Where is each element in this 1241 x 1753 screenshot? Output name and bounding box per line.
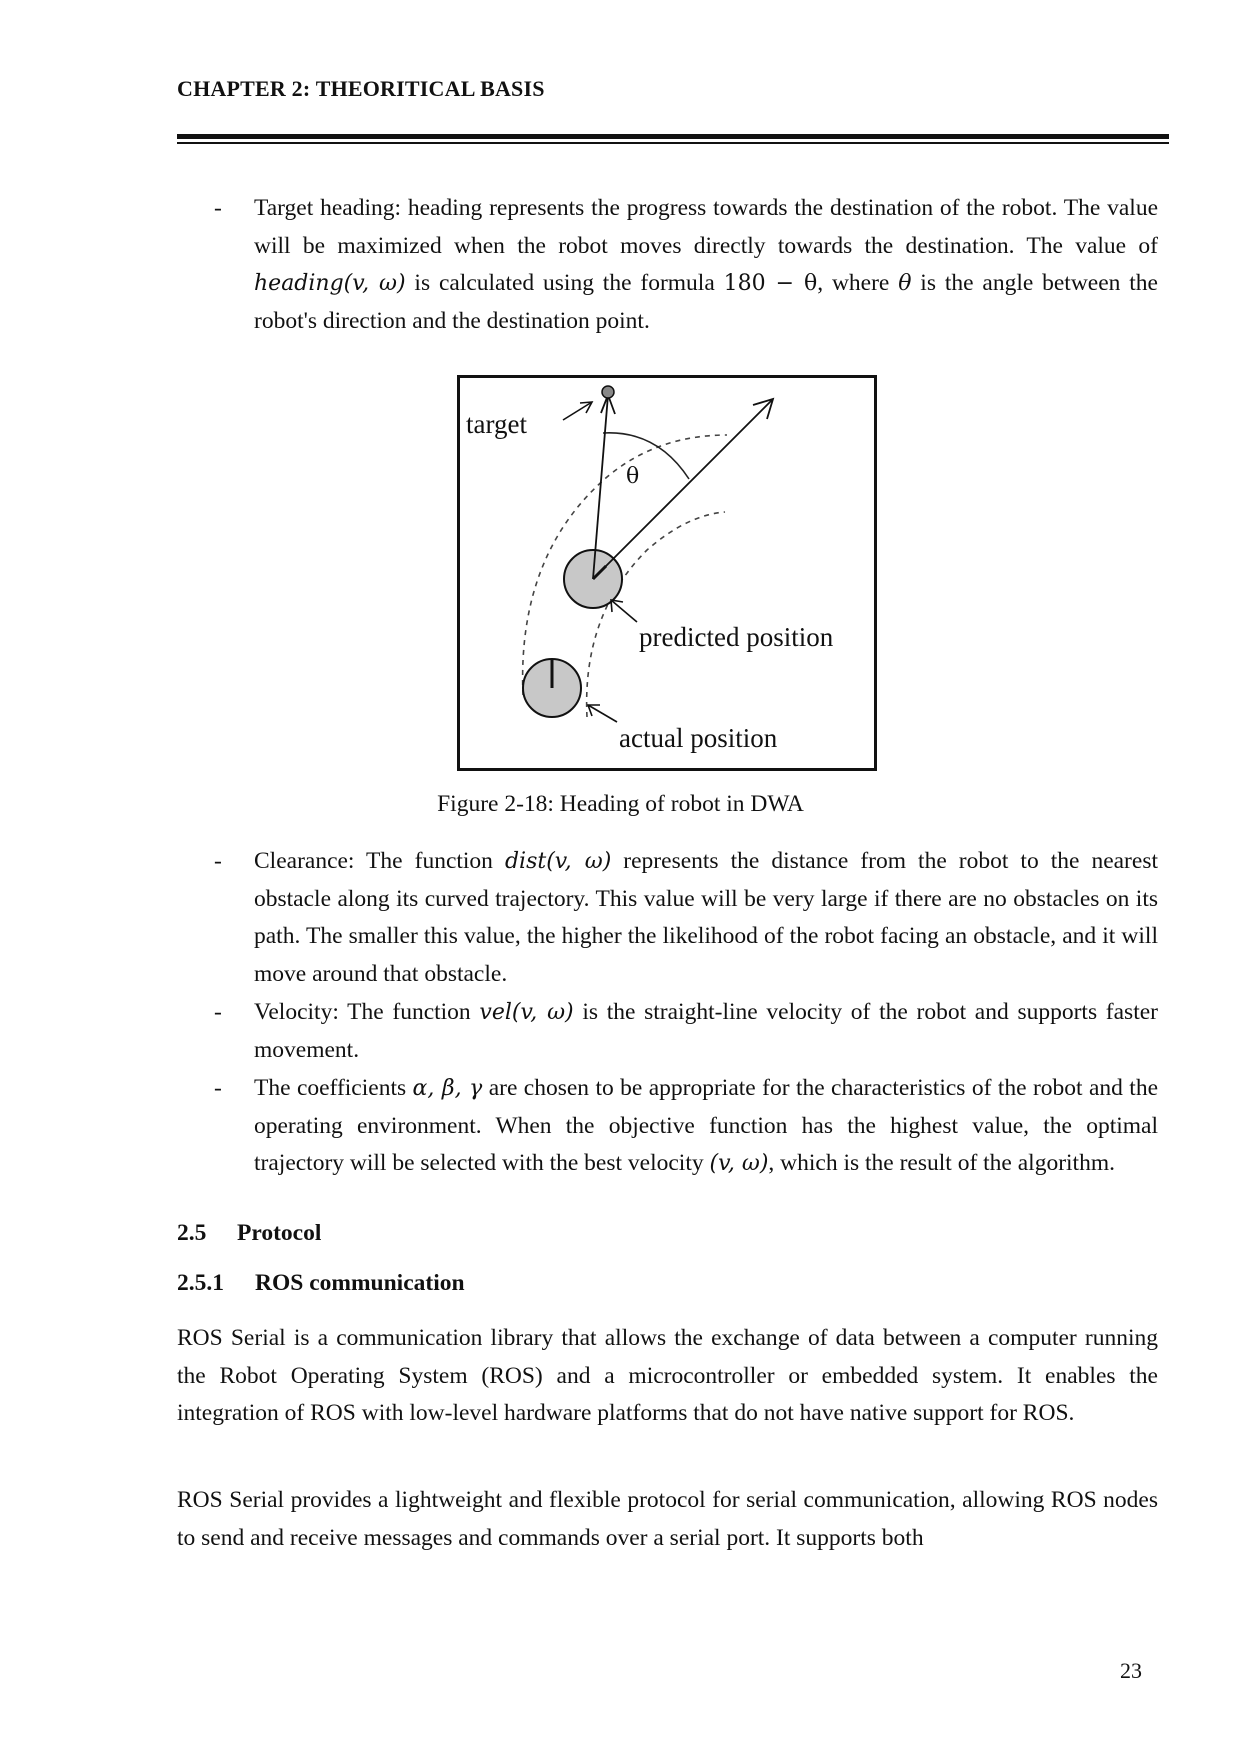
bullet-heading-text-post: is the angle between the robot's direction and the destination point.	[254, 270, 1158, 334]
math-vel: vel(v, ω)	[479, 1000, 574, 1025]
bullet-dash: -	[214, 848, 222, 874]
header-rule-thick	[177, 134, 1169, 139]
bullet-clearance-text-post: represents the distance from the robot to the nearest obstacle along its curved trajectory. This value will be very large if there are no obstacles on its path. The smaller this value, the higher the likelihood of the robot facing an obstacle, and it will move around that obstacle.	[254, 848, 1158, 987]
section-number: 2.5	[177, 1220, 207, 1246]
bullet-heading-text-mid1: is calculated using the formula	[405, 270, 724, 297]
bullet-coefficients	[254, 1070, 1158, 1183]
figure-label-predicted: predicted position	[639, 622, 834, 652]
bullet-velocity	[254, 994, 1158, 1069]
bullet-heading-text-pre: Target heading: heading represents the progress towards the destination of the robot. The value will be maximized when the robot moves directly towards the destination. The value of	[254, 195, 1158, 259]
page-number: 23	[1120, 1658, 1142, 1683]
math-heading: heading(v, ω)	[254, 271, 406, 297]
figure-caption: Figure 2-18: Heading of robot in DWA	[437, 791, 804, 817]
math-dist: dist(v, ω)	[504, 849, 612, 874]
subsection-title: ROS communication	[255, 1270, 465, 1296]
bullet-clearance	[254, 843, 1158, 993]
subsection-heading	[177, 1270, 465, 1297]
subsection-number: 2.5.1	[177, 1270, 224, 1296]
bullet-dash: -	[214, 999, 222, 1025]
header-rule-thin	[177, 142, 1169, 144]
bullet-coefficients-text-mid: are chosen to be appropriate for the characteristics of the robot and the operating environment. When the objective function has the highest value, the optimal trajectory will be selected with the best velocity	[254, 1075, 1159, 1177]
section-heading	[177, 1220, 321, 1247]
figure-label-actual: actual position	[619, 723, 778, 753]
paragraph-ros-serial-intro: ROS Serial is a communication library that allows the exchange of data between a computer running the Robot Operating System (ROS) and a microcontroller or embedded system. It enables the integration of ROS with low-level hardware platforms that do not have native support for ROS.	[177, 1325, 1158, 1427]
bullet-heading-text-mid2: , where	[817, 270, 899, 297]
target-dot	[602, 386, 614, 398]
bullet-heading	[254, 190, 1158, 340]
figure-heading-diagram	[457, 375, 877, 771]
math-velocity-pair: (v, ω)	[709, 1151, 769, 1177]
bullet-clearance-text-pre: Clearance: The function	[254, 848, 505, 874]
figure-label-theta: θ	[626, 464, 640, 489]
chapter-header: CHAPTER 2: THEORITICAL BASIS	[177, 76, 545, 101]
bullet-dash: -	[214, 195, 222, 221]
math-formula: 180 − θ	[723, 271, 818, 297]
bullet-velocity-text-post: is the straight-line velocity of the robot and supports faster movement.	[254, 999, 1158, 1063]
bullet-coefficients-text-pre: The coefficients	[254, 1075, 413, 1101]
figure-label-target: target	[466, 409, 527, 439]
bullet-dash: -	[214, 1075, 222, 1101]
bullet-coefficients-text-post: , which is the result of the algorithm.	[768, 1150, 1115, 1177]
bullet-velocity-text-pre: Velocity: The function	[254, 999, 480, 1025]
math-theta: θ	[898, 271, 912, 297]
section-title: Protocol	[237, 1220, 322, 1246]
paragraph-ros-serial-protocol: ROS Serial provides a lightweight and flexible protocol for serial communication, allowing ROS nodes to send and receive messages and commands over a serial port. It supports both	[177, 1487, 1158, 1551]
math-coefficients: α, β, γ	[412, 1076, 483, 1101]
